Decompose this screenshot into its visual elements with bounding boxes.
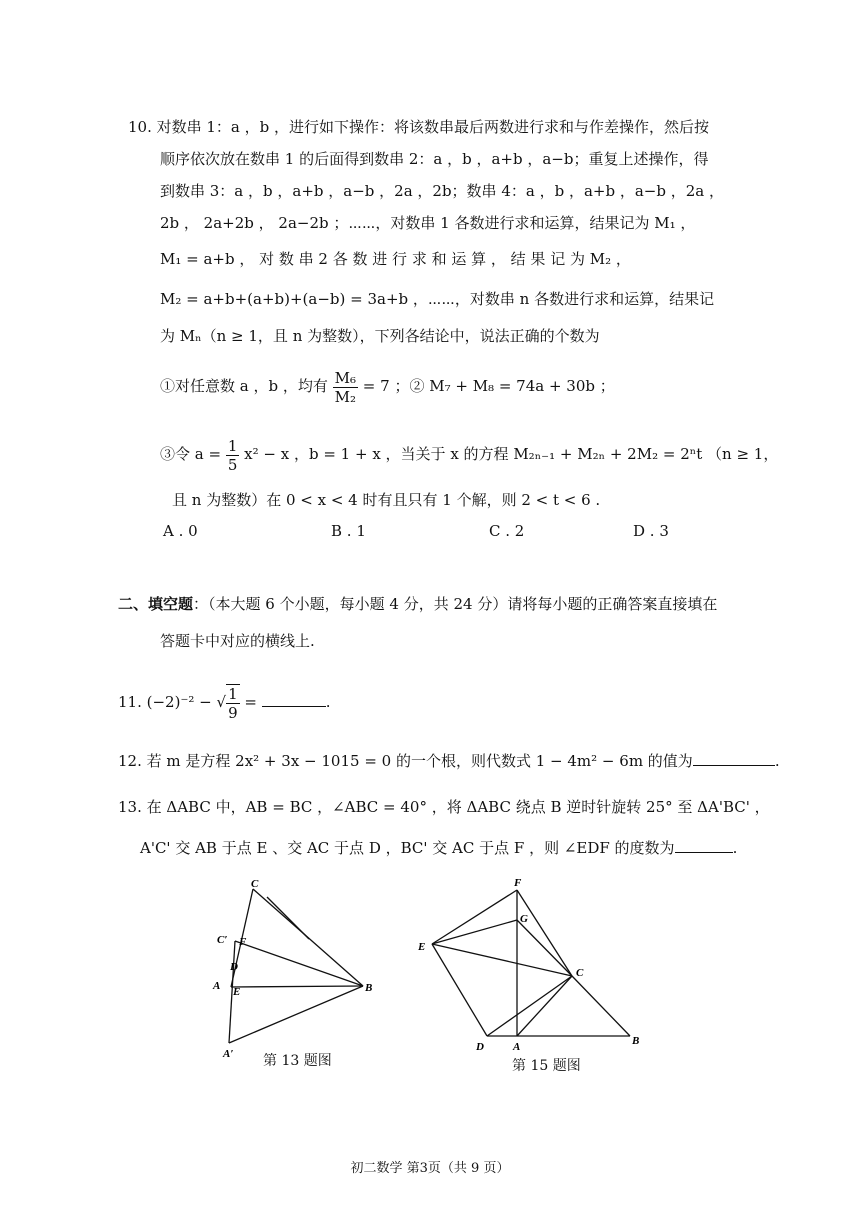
fig15-label-g: G — [520, 913, 528, 925]
figure-13 — [205, 875, 385, 1065]
fig13-label-d: D — [230, 961, 238, 973]
figure-15-caption: 第 15 题图 — [512, 1058, 581, 1074]
fig13-label-c-prime: C′ — [217, 934, 228, 946]
fig13-label-a: A — [213, 980, 221, 992]
fig15-label-f: F — [514, 877, 522, 889]
fraction-denominator: M₂ — [334, 387, 357, 406]
fig13-label-a-prime: A′ — [223, 1048, 234, 1060]
fig15-label-c: C — [576, 967, 584, 979]
q11-number: 11. — [118, 693, 142, 711]
choice-d: D . 3 — [633, 522, 669, 540]
q12 — [118, 751, 780, 771]
statement-1-prefix: ①对任意数 a ，b ，均有 — [160, 377, 328, 395]
figure-13-lines — [229, 889, 363, 1043]
section-2-marker: 二、 — [118, 595, 149, 613]
fig15-label-a: A — [513, 1041, 521, 1053]
q13-period: . — [732, 839, 738, 857]
q13-line-2 — [140, 838, 737, 858]
figure-15-lines — [432, 890, 630, 1036]
figure-13-caption: 第 13 题图 — [263, 1053, 332, 1069]
fraction-denominator: 5 — [227, 455, 238, 474]
q12-text: 12. 若 m 是方程 2x² + 3x − 1015 = 0 的一个根，则代数式 1 − 4m² − 6m 的值为 — [118, 752, 693, 770]
q10-line-3: 到数串 3：a ，b ，a+b ，a−b ，2a ，2b；数串 4：a ，b ，a+b ，a−b ，2a ， — [160, 182, 724, 200]
fraction-numerator: 1 — [228, 685, 238, 703]
fraction-one-ninth — [226, 684, 240, 722]
q11-expression: (−2)⁻² − √ — [146, 693, 227, 711]
q10-line-6: M₂ = a+b+(a+b)+(a−b) = 3a+b ，⋯⋯，对数串 n 各数进行求和运算，结果记 — [160, 290, 715, 308]
statement-3-suffix: x² − x ，b = 1 + x ，当关于 x 的方程 M₂ₙ₋₁ + M₂ₙ + 2M₂ = 2ⁿt （n ≥ 1， — [244, 445, 779, 463]
fig13-label-c: C — [251, 878, 259, 890]
fig13-label-b: B — [365, 982, 373, 994]
statement-3-prefix: ③令 a = — [160, 445, 222, 463]
section-2-instructions: ：（本大题 6 个小题，每小题 4 分，共 24 分）请将每小题的正确答案直接填在 — [193, 595, 718, 613]
fraction-numerator: 1 — [227, 436, 238, 455]
q10-line-5: M₁ = a+b ， 对 数 串 2 各 数 进 行 求 和 运 算 ， 结 果 记 为 M₂ ， — [160, 250, 631, 268]
q10-line-1: 10. 对数串 1：a ，b ，进行如下操作：将该数串最后两数进行求和与作差操作，然后按 — [128, 118, 710, 136]
fig15-label-d: D — [476, 1041, 484, 1053]
fraction-denominator: 9 — [228, 704, 238, 722]
page-footer: 初二数学 第3页（共 9 页） — [350, 1161, 510, 1176]
fraction-numerator: M₆ — [334, 368, 357, 387]
choice-a: A . 0 — [163, 522, 198, 540]
statement-1-suffix: = 7 ；② M₇ + M₈ = 74a + 30b ； — [362, 377, 615, 395]
q13-text: A'C' 交 AB 于点 E 、交 AC 于点 D ，BC' 交 AC 于点 F ，则 ∠EDF 的度数为 — [140, 839, 675, 857]
q11-equals: = — [244, 693, 257, 711]
q13-line-1: 13. 在 ΔABC 中，AB = BC ，∠ABC = 40° ，将 ΔABC 绕点 B 逆时针旋转 25° 至 ΔA'BC' ， — [118, 798, 770, 816]
choice-b: B . 1 — [331, 522, 366, 540]
q10-statement-1 — [160, 366, 615, 406]
q12-period: . — [774, 752, 780, 770]
section-2-title: 填空题 — [148, 595, 194, 613]
q10-statement-3-line-2: 且 n 为整数）在 0 < x < 4 时有且只有 1 个解，则 2 < t < 6 . — [172, 491, 601, 509]
fig15-label-e: E — [418, 941, 426, 953]
section-2-instructions-line-2: 答题卡中对应的横线上. — [160, 632, 315, 650]
fraction-one-fifth — [226, 437, 240, 474]
fig13-label-f: F — [239, 936, 247, 948]
choice-c: C . 2 — [489, 522, 525, 540]
q11-answer-blank[interactable] — [262, 692, 326, 707]
q10-statement-3 — [160, 434, 778, 474]
q10-line-7: 为 Mₙ（n ≥ 1，且 n 为整数），下列各结论中，说法正确的个数为 — [160, 327, 600, 345]
q13-answer-blank[interactable] — [675, 838, 733, 853]
section-2-heading — [118, 594, 717, 614]
fraction-m6-over-m2 — [333, 369, 358, 406]
fig15-label-b: B — [632, 1035, 640, 1047]
q10-line-4: 2b ， 2a+2b ， 2a−2b ；⋯⋯，对数串 1 各数进行求和运算，结果记为 M₁ ， — [160, 214, 696, 232]
q11-period: . — [325, 693, 331, 711]
q12-answer-blank[interactable] — [693, 751, 775, 766]
q10-line-2: 顺序依次放在数串 1 的后面得到数串 2：a ，b ，a+b ，a−b；重复上述操作，得 — [160, 150, 709, 168]
fig13-label-e: E — [233, 986, 241, 998]
q11 — [118, 680, 331, 724]
figure-15 — [412, 872, 662, 1062]
